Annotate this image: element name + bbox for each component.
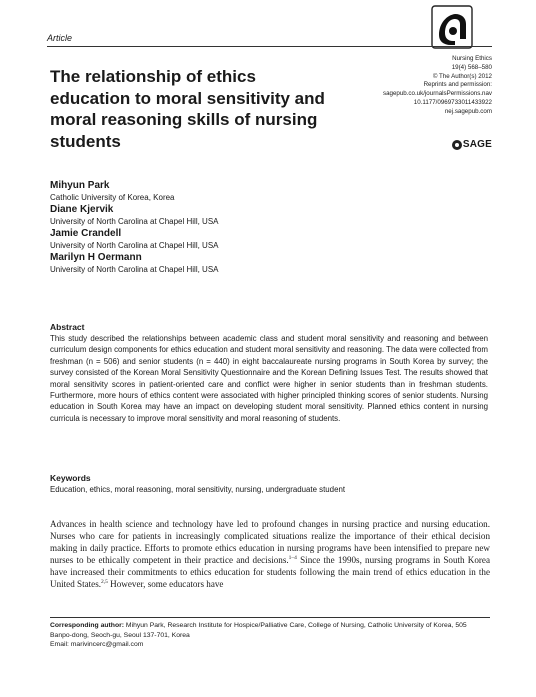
citation-ref: 2,5 [101, 578, 108, 585]
author-affiliation: University of North Carolina at Chapel Hill, USA [50, 217, 219, 226]
header-rule [47, 46, 492, 47]
author-name: Jamie Crandell [50, 228, 122, 239]
abstract-section [50, 322, 488, 424]
publisher-logo [452, 139, 492, 150]
journal-name: Nursing Ethics [452, 55, 492, 62]
citation-ref: 1–4 [288, 554, 297, 561]
corresponding-author-footnote [50, 621, 490, 650]
journal-logo [431, 5, 473, 49]
keywords-text: Education, ethics, moral reasoning, moral sensitivity, nursing, undergraduate student [50, 485, 346, 494]
author-affiliation: University of North Carolina at Chapel Hill, USA [50, 265, 219, 274]
body-text-part: Since the 1990s, nursing programs in South Korea have increased their commitments to ethics education for students following the main trend of ethics education in the United States. [50, 554, 490, 589]
body-text-part: Advances in health science and technology have led to profound changes in nursing practice and nursing education. Nurses who care for patients in increasingly complicated situations realize the importance of their ethical decision making in daily practice. Efforts to promote ethics education in nursing programs have been intensified to prepare new nurses to be ethically competent in their practice and decisions. [50, 519, 490, 565]
abstract-text: This study described the relationships between academic class and student moral sensitivity and reasoning and between curriculum design components for ethics education and student moral sensitivity and reasoning. The data were collected from freshman (n = 506) and senior students (n = 440) in eight baccalaureate nursing programs in South Korea by survey; the survey consisted of the Korean Moral Sensitivity Questionnaire and the Korean Defining Issues Test. The results showed that moral sensitivity scores in patient-oriented care and conflict were higher in senior students than in freshman students. Furthermore, more hours of ethics content were associated with higher principled thinking scores of senior students. Nursing education in South Korea may have an impact on developing student moral sensitivity. Planned ethics content in nursing curricula is necessary to improve moral sensitivity and moral reasoning of students. [50, 334, 488, 423]
abstract-heading: Abstract [50, 322, 85, 332]
journal-url: nej.sagepub.com [444, 107, 492, 115]
author-name: Diane Kjervik [50, 204, 114, 215]
footnote-email: Email: marivincerc@gmail.com [50, 641, 144, 649]
body-paragraph [50, 519, 490, 615]
permissions-url: sagepub.co.uk/journalsPermissions.nav [382, 90, 492, 98]
body-text-part: However, some educators have [107, 578, 224, 589]
footnote-rule [50, 617, 490, 618]
journal-volume: 19(4) 568–580 [451, 63, 492, 71]
article-title: The relationship of ethics education to moral sensitivity and moral reasoning skills of nursing students [50, 67, 325, 151]
doi: 10.1177/0969733011433922 [413, 98, 492, 106]
author-affiliation: University of North Carolina at Chapel Hill, USA [50, 241, 219, 250]
footnote-label: Corresponding author: [50, 622, 125, 629]
author-name: Mihyun Park [50, 180, 110, 191]
publisher-name: SAGE [462, 139, 492, 150]
copyright-line: © The Author(s) 2012 [432, 72, 492, 80]
author-list [50, 180, 450, 276]
keywords-section [50, 473, 488, 495]
author-name: Marilyn H Oermann [50, 252, 142, 263]
author-affiliation: Catholic University of Korea, Korea [50, 193, 175, 202]
reprints-line: Reprints and permission: [423, 81, 492, 89]
sage-mark-icon [452, 140, 462, 150]
keywords-heading: Keywords [50, 473, 91, 483]
article-type-label: Article [47, 33, 73, 43]
footnote-text: Mihyun Park, Research Institute for Hospice/Palliative Care, College of Nursing, Catholic University of Korea, 505 Banpo-dong, Seoch-gu, Seoul 137-701, Korea [50, 622, 467, 639]
